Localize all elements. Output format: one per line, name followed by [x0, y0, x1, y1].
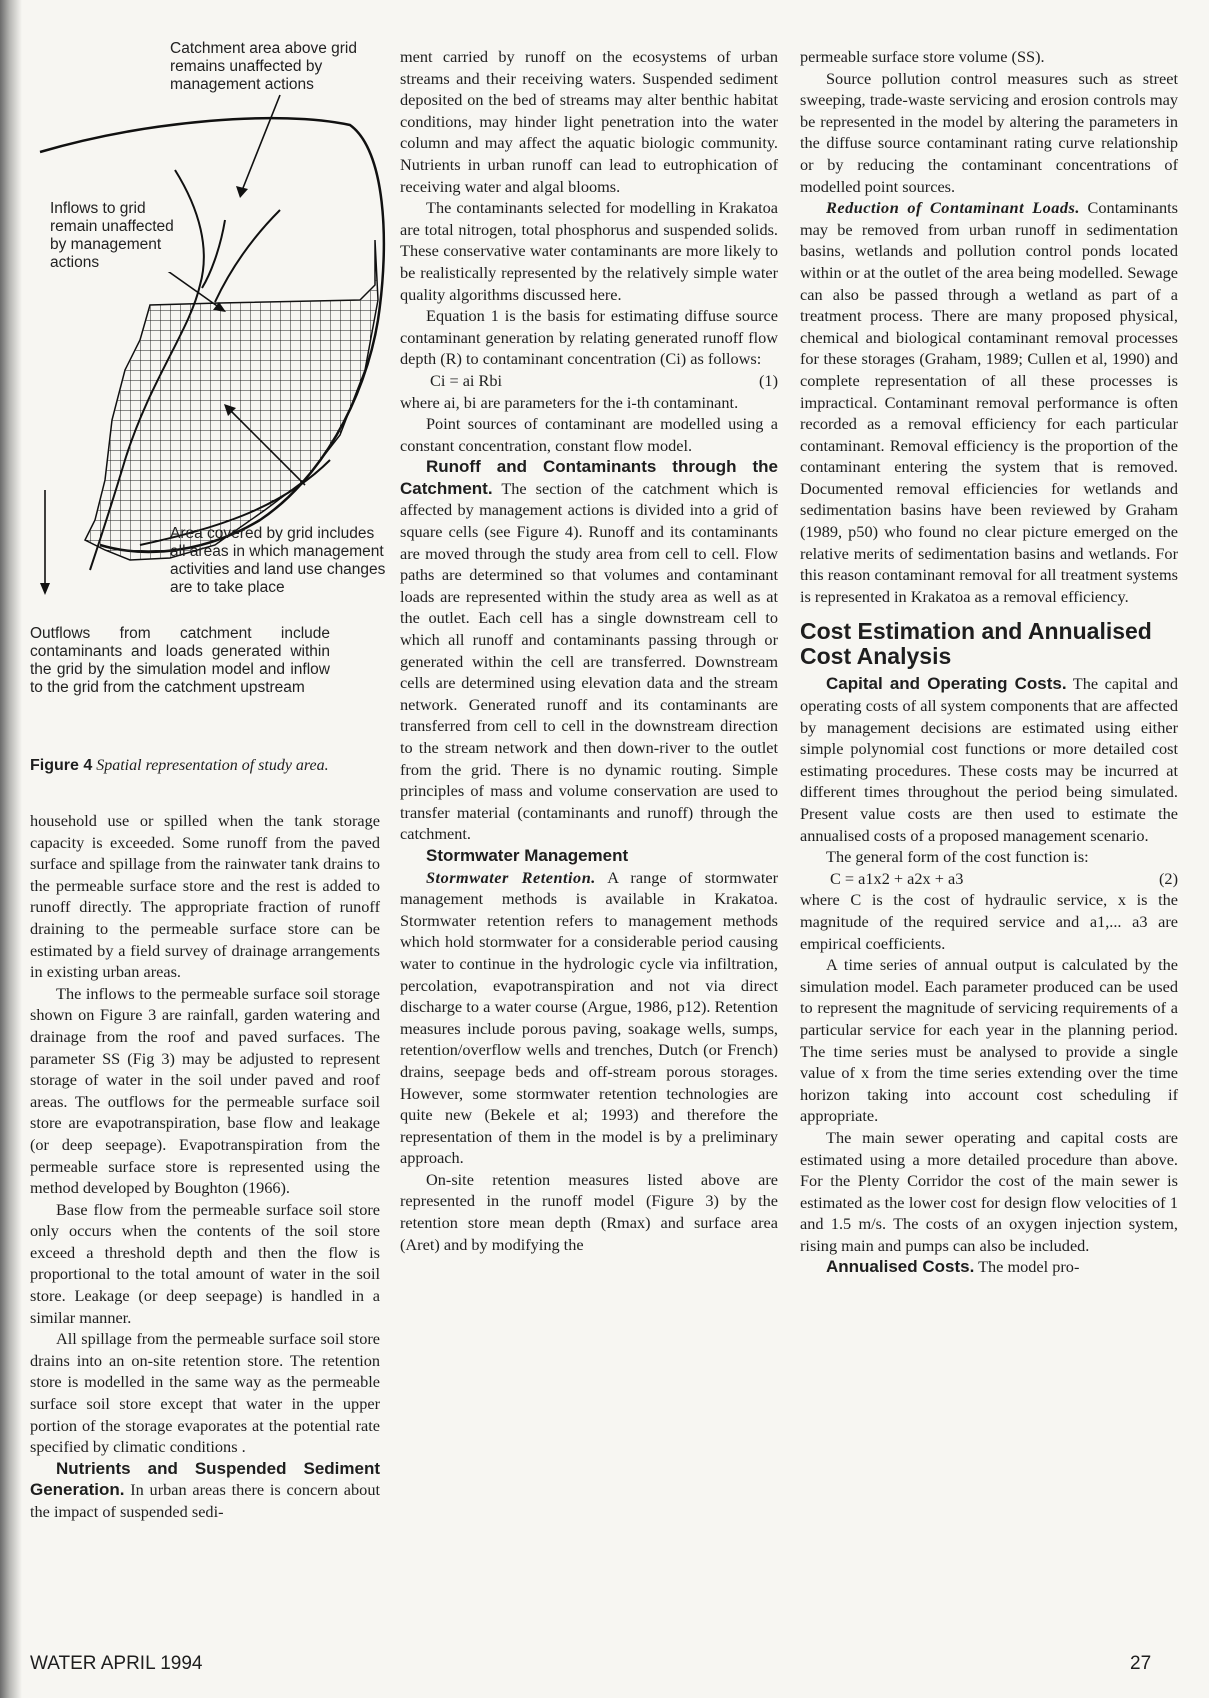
paragraph: permeable surface store volume (SS). — [800, 47, 1045, 66]
run-in-heading: Reduction of Contaminant Loads. — [826, 198, 1080, 218]
paragraph — [400, 456, 778, 845]
paragraph: where ai, bi are parameters for the i-th contaminant. — [400, 392, 739, 412]
subsection-heading — [400, 845, 778, 867]
figure-caption — [30, 757, 329, 775]
label-outflows: Outflows from catchment include contaminants and loads generated within the grid by the simulation model and inflow to the grid from the catchment upstream — [30, 625, 330, 696]
paragraph: household use or spilled when the tank storage capacity is exceeded. Some runoff from the paved surface and spillage from the rainwater tank drains to the permeable surface store and the rest is added to runoff directly. The appropriate fraction of runoff draining to the permeable surface store can be estimated by a field survey of drainage arrangements in existing urban areas. — [30, 811, 380, 982]
paragraph: The general form of the cost function is: — [826, 847, 1089, 867]
paragraph: A time series of annual output is calculated by the simulation model. Each parameter produced can be used to represent the magnitude of servicing requirements of a particular service for each year in the planning period. The time series must be analysed to provide a single value of x from the time series extending over the time horizon taking into account cost scheduling if appropriate. — [800, 955, 1178, 1126]
paragraph: Point sources of contaminant are modelled using a constant concentration, constant flow model. — [400, 414, 778, 455]
paragraph: Equation 1 is the basis for estimating diffuse source contaminant generation by relating generated runoff flow depth (R) to contaminant concentration (Ci) as follows: — [400, 306, 778, 369]
paragraph-text: The section of the catchment which is affected by management actions is divided into a grid of square cells (see Figure 4). Runoff and its contaminants are moved through the study area from cell to cell. Flow paths are determined so that volumes and contaminant loads are represented within the study area as well as at the outlet. Each cell has a single downstream cell to which all runoff and contaminants passing through or generated within the cell are transferred. Downstream cells are determined using elevation data and the stream network. Generated runoff and its contaminants are transferred from cell to cell in the downstream direction to the stream network and then down-river to the outlet from the grid. There is no dynamic routing. Simple principles of mass and volume conservation are used to transfer material (contaminants and runoff) through the catchment. — [400, 478, 778, 844]
journal-footer: WATER APRIL 1994 — [30, 1653, 203, 1674]
run-in-heading: Capital and Operating Costs. — [826, 674, 1067, 694]
figure-caption-text: Spatial representation of study area. — [96, 757, 329, 774]
equation-1 — [400, 370, 778, 392]
paragraph: The inflows to the permeable surface soil storage shown on Figure 3 are rainfall, garden watering and drainage from the roof and paved surfaces. The parameter SS (Fig 3) may be adjusted to represent storage of water in the soil under paved and roof areas. The outflows for the permeable surface soil store are evapotranspiration, base flow and leakage (or deep seepage). Evapotranspiration from the permeable surface store is represented using the method developed by Boughton (1966). — [30, 983, 380, 1198]
paragraph-text: The capital and operating costs of all system components that are affected by management decisions are estimated using either simple polynomial cost functions or more detailed cost estimating procedures. These costs may be incurred at different times throughout the period being simulated. Present value costs are then used to estimate the annualised costs of a proposed management scenario. — [800, 674, 1178, 845]
equation-2 — [800, 868, 1178, 890]
equation-number: (2) — [1159, 868, 1178, 888]
column-3 — [800, 46, 1178, 1278]
paragraph-text: In urban areas there is concern about the impact of suspended sedi- — [30, 1480, 380, 1521]
run-in-heading: Runoff and Contaminants through the Catchment. — [400, 457, 778, 498]
paragraph: Base flow from the permeable surface soil store only occurs when the contents of the soil store exceed a threshold depth and then the flow is proportional to the total amount of water in the soil store. Leakage (or deep seepage) is handled in a similar manner. — [30, 1199, 380, 1327]
label-catchment-above: Catchment area above grid remains unaffected by management actions — [170, 40, 357, 93]
page-number: 27 — [1130, 1653, 1152, 1674]
label-grid-area: Area covered by grid includes all areas in which management activities and land use changes are to take place — [170, 525, 386, 596]
paragraph — [30, 1458, 380, 1523]
paragraph: The main sewer operating and capital costs are estimated using a more detailed procedure than above. For the Plenty Corridor the cost of the main sewer is estimated as the lower cost for design flow velocities of 1 and 1.5 m/s. The costs of an oxygen injection system, rising main and pumps can also be included. — [800, 1127, 1178, 1255]
figure-number: Figure 4 — [30, 757, 93, 774]
paragraph: The contaminants selected for modelling in Krakatoa are total nitrogen, total phosphorus and suspended solids. These conservative water contaminants are more likely to be realistically represented by the relatively simple water quality algorithms discussed here. — [400, 198, 778, 304]
paragraph-text: The model pro- — [978, 1257, 1080, 1277]
stream-tributary — [202, 220, 225, 288]
run-in-heading: Nutrients and Suspended Sediment Generation. — [30, 1458, 380, 1500]
paragraph — [400, 867, 778, 1169]
run-in-heading: Stormwater Retention. — [426, 867, 596, 887]
pointer-line — [243, 95, 280, 188]
equation-text: Ci = ai Rbi — [430, 370, 503, 390]
run-in-heading: Annualised Costs. — [826, 1257, 975, 1277]
paragraph-text: A range of stormwater management methods is available in Krakatoa. Stormwater retention refers to management methods which hold stormwater for a considerable period causing water to continue in the hydrologic cycle via infiltration, percolation, evapotranspiration and not via direct discharge to a water course (Argue, 1986, p12). Retention measures include porous paving, soakage wells, sumps, retention/overflow wells and trenches, Dutch (or French) drains, seepage beds and off-stream porous storages. However, some stormwater retention technologies are quite new (Bekele et al; 1993) and therefore the representation of them in the model is by a preliminary approach. — [400, 867, 779, 1168]
paragraph: ment carried by runoff on the ecosystems of urban streams and their receiving waters. Suspended sediment deposited on the bed of streams may alter benthic habitat conditions, may hinder light penetration into the water column and may affect the aquatic biologic community. Nutrients in urban runoff can lead to eutrophication of receiving water and algal blooms. — [400, 47, 778, 196]
paragraph-text: Contaminants may be removed from urban runoff in sedimentation basins, wetlands and pollution control ponds located within or at the outlet of the area being modelled. Sewage can also be passed through a wetland as part of a treatment process. There are many proposed physical, chemical and biological contaminant removal processes for these storages (Graham, 1989; Cullen et al, 1990) and complete representation of all these processes is impractical. Contaminant removal performance is often recorded as a removal efficiency for each particular contaminant. Removal efficiency is the proportion of the contaminant entering the system that is removed. Documented removal efficiencies for wetlands and sedimentation basins have been reviewed by Graham (1989, p50) who found no clear picture emerged on the relative merits of sedimentation basins and wetlands. For this reason contaminant removal for all treatment systems is represented in Krakatoa as a removal efficiency. — [800, 198, 1178, 606]
column-1 — [30, 810, 380, 1523]
equation-text: C = a1x2 + a2x + a3 — [830, 868, 964, 888]
section-heading: Cost Estimation and Annualised Cost Analysis — [800, 618, 1152, 670]
paragraph: On-site retention measures listed above are represented in the runoff model (Figure 3) by the retention store mean depth (Rmax) and surface area (Aret) and by modifying the — [400, 1169, 778, 1254]
paragraph — [800, 1256, 1178, 1278]
equation-number: (1) — [759, 370, 778, 390]
paragraph — [800, 673, 1178, 846]
paragraph — [800, 197, 1178, 607]
column-2 — [400, 46, 778, 1255]
page-gutter-shadow — [0, 0, 22, 1698]
paragraph: Source pollution control measures such as street sweeping, trade-waste servicing and erosion controls may be represented in the model by altering the parameters in the diffuse source contaminant rating curve relationship or by reducing the contaminant concentrations of modelled point sources. — [800, 68, 1178, 196]
arrow-head — [40, 583, 50, 595]
figure-4 — [30, 40, 390, 800]
paragraph: All spillage from the permeable surface soil store drains into an on-site retention store. The retention store is modelled in the same way as the permeable surface soil store except that water in the upper portion of the storage evaporates at the potential rate specified by climatic conditions . — [30, 1329, 380, 1457]
paragraph: where C is the cost of hydraulic service, x is the magnitude of the required service and a1,... a3 are empirical coefficients. — [800, 890, 1178, 953]
label-inflows: Inflows to grid remain unaffected by management actions — [50, 200, 180, 272]
subsection-title: Stormwater Management — [426, 845, 629, 865]
arrow-head — [236, 186, 248, 198]
